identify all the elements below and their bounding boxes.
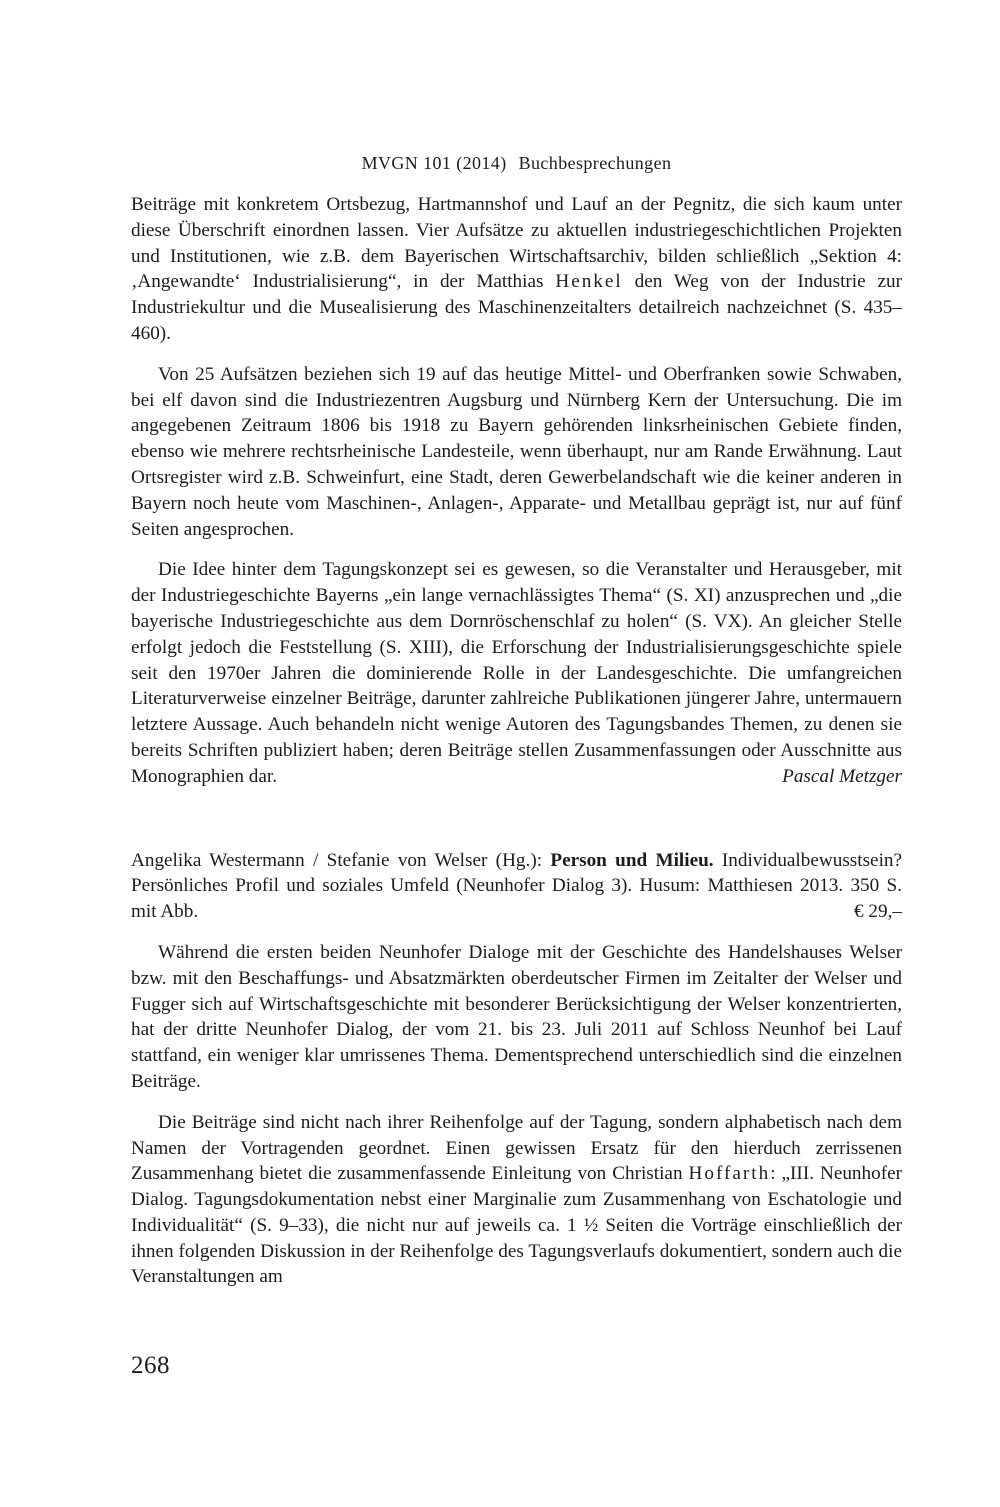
bib-title: Person und Milieu. (550, 849, 714, 871)
bib-authors: Angelika Westermann / Stefanie von Welser (Hg.): (131, 849, 551, 871)
review1-paragraph-2: Von 25 Aufsätzen beziehen sich 19 auf das heutige Mittel- und Oberfranken sowie Schwaben, bei elf davon sind die Industriezentren Augsburg und Nürnberg Kern der Untersuchung. Die im angegebenen Zeitraum 1806 bis 1918 zu Bayern gehörenden linksrheinischen Gebiete finden, ebenso wie mehrere rechtsrheinische Landesteile, wenn überhaupt, nur am Rande Erwähnung. Laut Ortsregister wird z.B. Schweinfurt, eine Stadt, deren Gewerbelandschaft wie die keiner anderen in Bayern noch heute vom Maschinen-, Anlagen-, Apparate- und Metallbau geprägt ist, nur auf fünf Seiten angesprochen. (131, 363, 902, 540)
bibliographic-entry (131, 848, 902, 925)
book-price: € 29,– (854, 901, 902, 923)
text-run: Die Beiträge sind nicht nach ihrer Reihenfolge auf der Tagung, sondern alphabetisch nach dem Namen der Vortragenden geordnet. Einen gewissen Ersatz für den hierduch zerrissenen Zusammenhang bietet die zusammenfassende Einleitung von Christian (131, 1111, 902, 1185)
author-name-henkel: Henkel (555, 271, 623, 293)
text-run: Die Idee hinter dem Tagungskonzept sei es gewesen, so die Veranstalter und Herausgeber, mit der Industriegeschichte Bayerns „ein lange vernachlässigtes Thema“ (S. XI) anzusprechen und „die bayerische Industriegeschichte aus dem Dornröschenschlaf zu holen“ (S. VX). An gleicher Stelle erfolgt jedoch die Feststellung (S. XIII), die Erforschung der Industrialisierungsgeschichte spiele seit den 1970er Jahren die dominierende Rolle in der Landesgeschichte. Die umfangreichen Literaturverweise einzelner Beiträge, darunter zahlreiche Publikationen jüngerer Jahre, untermauern letztere Aussage. Auch behandeln nicht wenige Autoren des Tagungsbandes Themen, zu denen sie bereits Schriften publiziert haben; deren Beiträge stellen Zusammenfassungen oder Ausschnitte aus Monographien dar. (131, 559, 902, 787)
running-head (131, 150, 902, 176)
review2-paragraph-1: Während die ersten beiden Neunhofer Dialoge mit der Geschichte des Handelshauses Welser bzw. mit den Beschaffungs- und Absatzmärkten oberdeutscher Firmen im Zeitalter der Welser und Fugger sich auf Wirtschaftsgeschichte mit besonderer Berücksichtigung der Welser konzentrierten, hat der dritte Neunhofer Dialog, der vom 21. bis 23. Juli 2011 auf Schloss Neunhof bei Lauf stattfand, ein weniger klar umrissenes Thema. Dementsprechend unterschiedlich sind die einzelnen Beiträge. (131, 941, 902, 1092)
page-content (131, 150, 902, 1290)
review1-paragraph-3 (131, 557, 902, 789)
text-run: : „III. Neunhofer Dialog. Tagungsdokumentation nebst einer Marginalie zum Zusammenhang von Eschatologie und Individualität“ (S. 9–33), die nicht nur auf jeweils ca. 1 ½ Seiten die Vorträge einschließlich der ihnen folgenden Diskussion in der Reihenfolge des Tagungsverlaufs dokumentiert, sondern auch die Veranstaltungen am (131, 1163, 903, 1288)
review2-paragraph-2 (131, 1110, 902, 1291)
journal-reference: MVGN 101 (2014) (361, 153, 507, 173)
bib-details: Individualbewusstsein? Persönliches Profil und soziales Umfeld (Neunhofer Dialog 3). Husum: Matthiesen 2013. 350 S. mit Abb. (131, 849, 903, 923)
reviewer-signature: Pascal Metzger (782, 765, 902, 787)
author-name-hoffarth: Hoffarth (688, 1163, 771, 1185)
text-run: den Weg von der Industrie zur Industriekultur und die Musealisierung des Maschinenzeitalters detailreich nachzeichnet (S. 435–460). (131, 271, 903, 344)
page-number: 268 (131, 1352, 170, 1379)
review1-paragraph-1 (131, 192, 902, 347)
text-run: Beiträge mit konkretem Ortsbezug, Hartmannshof und Lauf an der Pegnitz, die sich kaum unter diese Überschrift einordnen lassen. Vier Aufsätze zu aktuellen industriegeschichtlichen Projekten und Institutionen, wie z.B. dem Bayerischen Wirtschaftsarchiv, bilden schließlich „Sektion 4: ‚Angewandte‘ Industrialisierung“, in der Matthias (131, 194, 902, 293)
section-title: Buchbesprechungen (518, 153, 672, 173)
